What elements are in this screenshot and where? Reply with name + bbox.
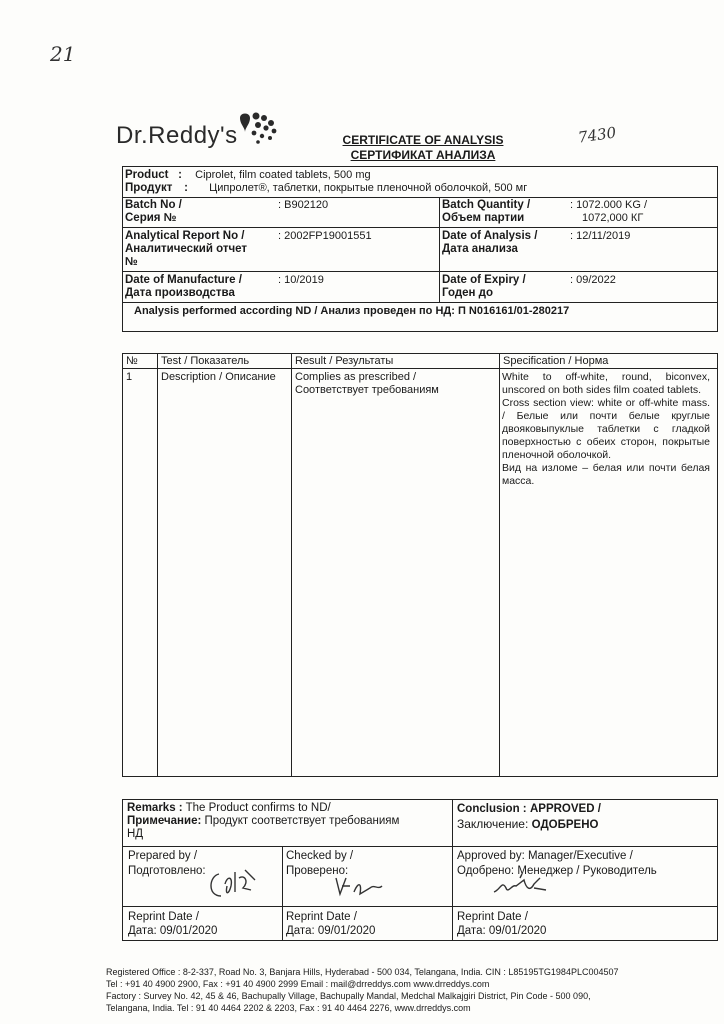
row-number: 1 <box>126 371 133 383</box>
reprint-date-3: Reprint Date / Дата: 09/01/2020 <box>457 911 547 937</box>
col-header-no: № <box>126 355 138 367</box>
batch-label: Batch No / Серия № <box>125 199 182 224</box>
col-header-specification: Specification / Норма <box>503 355 609 367</box>
row-specification: White to off-white, round, biconvex, unscored on both sides film coated tablets. Cross section view: white or off-white mass. / Белые или почти белые круглые двояковыпуклые таблетки с гладкой поверхностью с обеих сторон, покрытые пленочной оболочкой. Вид на изломе – белая или почти белая масса. <box>502 371 710 487</box>
analysis-note: Analysis performed according ND / Анализ проведен по НД: П N016161/01-280217 <box>134 305 570 317</box>
reprint-date-2: Reprint Date / Дата: 09/01/2020 <box>286 911 376 937</box>
conclusion: Conclusion : APPROVED / Заключение: ОДОБРЕНО <box>457 803 601 831</box>
batch-quantity-value: : 1072.000 KG / 1072,000 КГ <box>570 199 648 224</box>
company-logo-text: Dr.Reddy's <box>116 122 238 149</box>
col-header-test: Test / Показатель <box>161 355 250 367</box>
logo-dots-icon <box>236 110 282 150</box>
batch-quantity-label: Batch Quantity / Объем партии <box>442 199 531 224</box>
product-row: Product : Ciprolet, film coated tablets, 500 mg Продукт : Ципролет®, таблетки, покрытые пленочной оболочкой, 500 мг <box>125 169 528 194</box>
title-russian: СЕРТИФИКАТ АНАЛИЗА <box>350 148 496 162</box>
checked-by: Checked by / Проверено: <box>286 850 354 877</box>
expiry-label: Date of Expiry / Годен до <box>442 274 526 299</box>
approved-signature-icon <box>490 870 560 904</box>
product-value-ru: Ципролет®, таблетки, покрытые пленочной оболочкой, 500 мг <box>209 182 528 194</box>
prepared-by: Prepared by / Подготовлено: <box>128 850 206 877</box>
handwritten-page-number: 21 <box>50 42 76 66</box>
batch-value: : B902120 <box>278 199 329 211</box>
reprint-date-1: Reprint Date / Дата: 09/01/2020 <box>128 911 218 937</box>
analysis-date-label: Date of Analysis / Дата анализа <box>442 230 538 255</box>
col-header-result: Result / Результаты <box>295 355 394 367</box>
manufacture-value: : 10/2019 <box>278 274 324 286</box>
approved-by: Approved by: Manager/Executive / Одобрено: Менеджер / Руководитель <box>457 850 657 877</box>
analysis-date-value: : 12/11/2019 <box>570 230 631 242</box>
company-footer <box>106 966 718 1014</box>
handwritten-side-number: 7430 <box>576 123 618 147</box>
product-value-en: Ciprolet, film coated tablets, 500 mg <box>195 169 371 181</box>
footer-registered-office: Registered Office : 8-2-337, Road No. 3, Banjara Hills, Hyderabad - 500 034, Telangana, India. CIN : L85195TG1984PLC004507 <box>106 967 619 977</box>
footer-factory: Factory : Survey No. 42, 45 & 46, Bachupally Village, Bachupally Mandal, Medchal Malkajgiri District, Pin Code - 500 090, <box>106 991 591 1001</box>
title-english: CERTIFICATE OF ANALYSIS <box>342 133 504 147</box>
product-label-ru: Продукт <box>125 182 173 194</box>
checked-signature-icon <box>330 872 390 902</box>
expiry-value: : 09/2022 <box>570 274 616 286</box>
footer-factory-contacts: Telangana, India. Tel : 91 40 4464 2202 & 2203, Fax : 91 40 4464 2276, www.drreddys.com <box>106 1003 471 1013</box>
report-value: : 2002FP19001551 <box>278 230 372 242</box>
row-test: Description / Описание <box>161 371 276 383</box>
certificate-title <box>300 133 546 163</box>
footer-contacts: Tel : +91 40 4900 2900, Fax : +91 40 4900 2999 Email : mail@drreddys.com www.drreddys.com <box>106 979 490 989</box>
prepared-signature-icon <box>205 866 265 902</box>
manufacture-label: Date of Manufacture / Дата производства <box>125 274 242 299</box>
row-result: Complies as prescribed / Соответствует требованиям <box>295 371 439 396</box>
product-label-en: Product <box>125 169 169 181</box>
remarks: Remarks : The Product confirms to ND/ Примечание: Продукт соответствует требованиям НД <box>127 802 400 840</box>
conclusion-status: APPROVED / <box>529 803 601 815</box>
report-label: Analytical Report No / Аналитический отчет № <box>125 230 248 268</box>
